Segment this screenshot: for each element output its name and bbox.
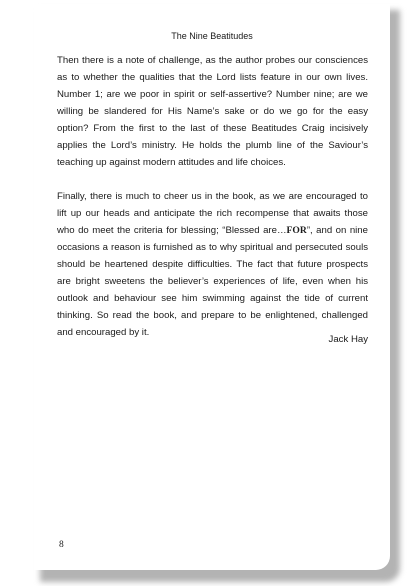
book-page	[34, 4, 390, 570]
paragraph-challenge: Then there is a note of challenge, as the author probes our consciences as to whether the qualities that the Lord lists feature in our own lives. Number 1; are we poor in spirit or self-assertive? Number nine; are we willing be slandered for His Name’s sake or do we go for the easy option? From the first to the last of these Beatitudes Craig incisively applies the Lord’s ministry. He holds the plumb line of the Saviour’s teaching up against modern attitudes and life choices.	[57, 55, 368, 168]
emphasis-for: FOR	[286, 225, 307, 236]
running-head: The Nine Beatitudes	[171, 31, 253, 41]
author-signature: Jack Hay	[328, 334, 368, 345]
page-number: 8	[59, 540, 64, 550]
paragraph-text-start: Finally, there is much to cheer us in the book, as we are encouraged to lift up our heads and anticipate the rich recompense that awaits those who do meet the criteria for blessing; “Blessed are…	[57, 191, 368, 236]
body-text	[57, 52, 368, 341]
paragraph-encouragement	[57, 188, 368, 341]
paragraph-text-end: ”, and on nine occasions a reason is furnished as to why spiritual and persecuted souls should be heartened despite difficulties. The fact that future prospects are bright sweetens the believer’s experiences of life, even when his outlook and behaviour see him swimming against the tide of current thinking. So read the book, and prepare to be enlightened, challenged and encouraged by it.	[57, 225, 368, 338]
